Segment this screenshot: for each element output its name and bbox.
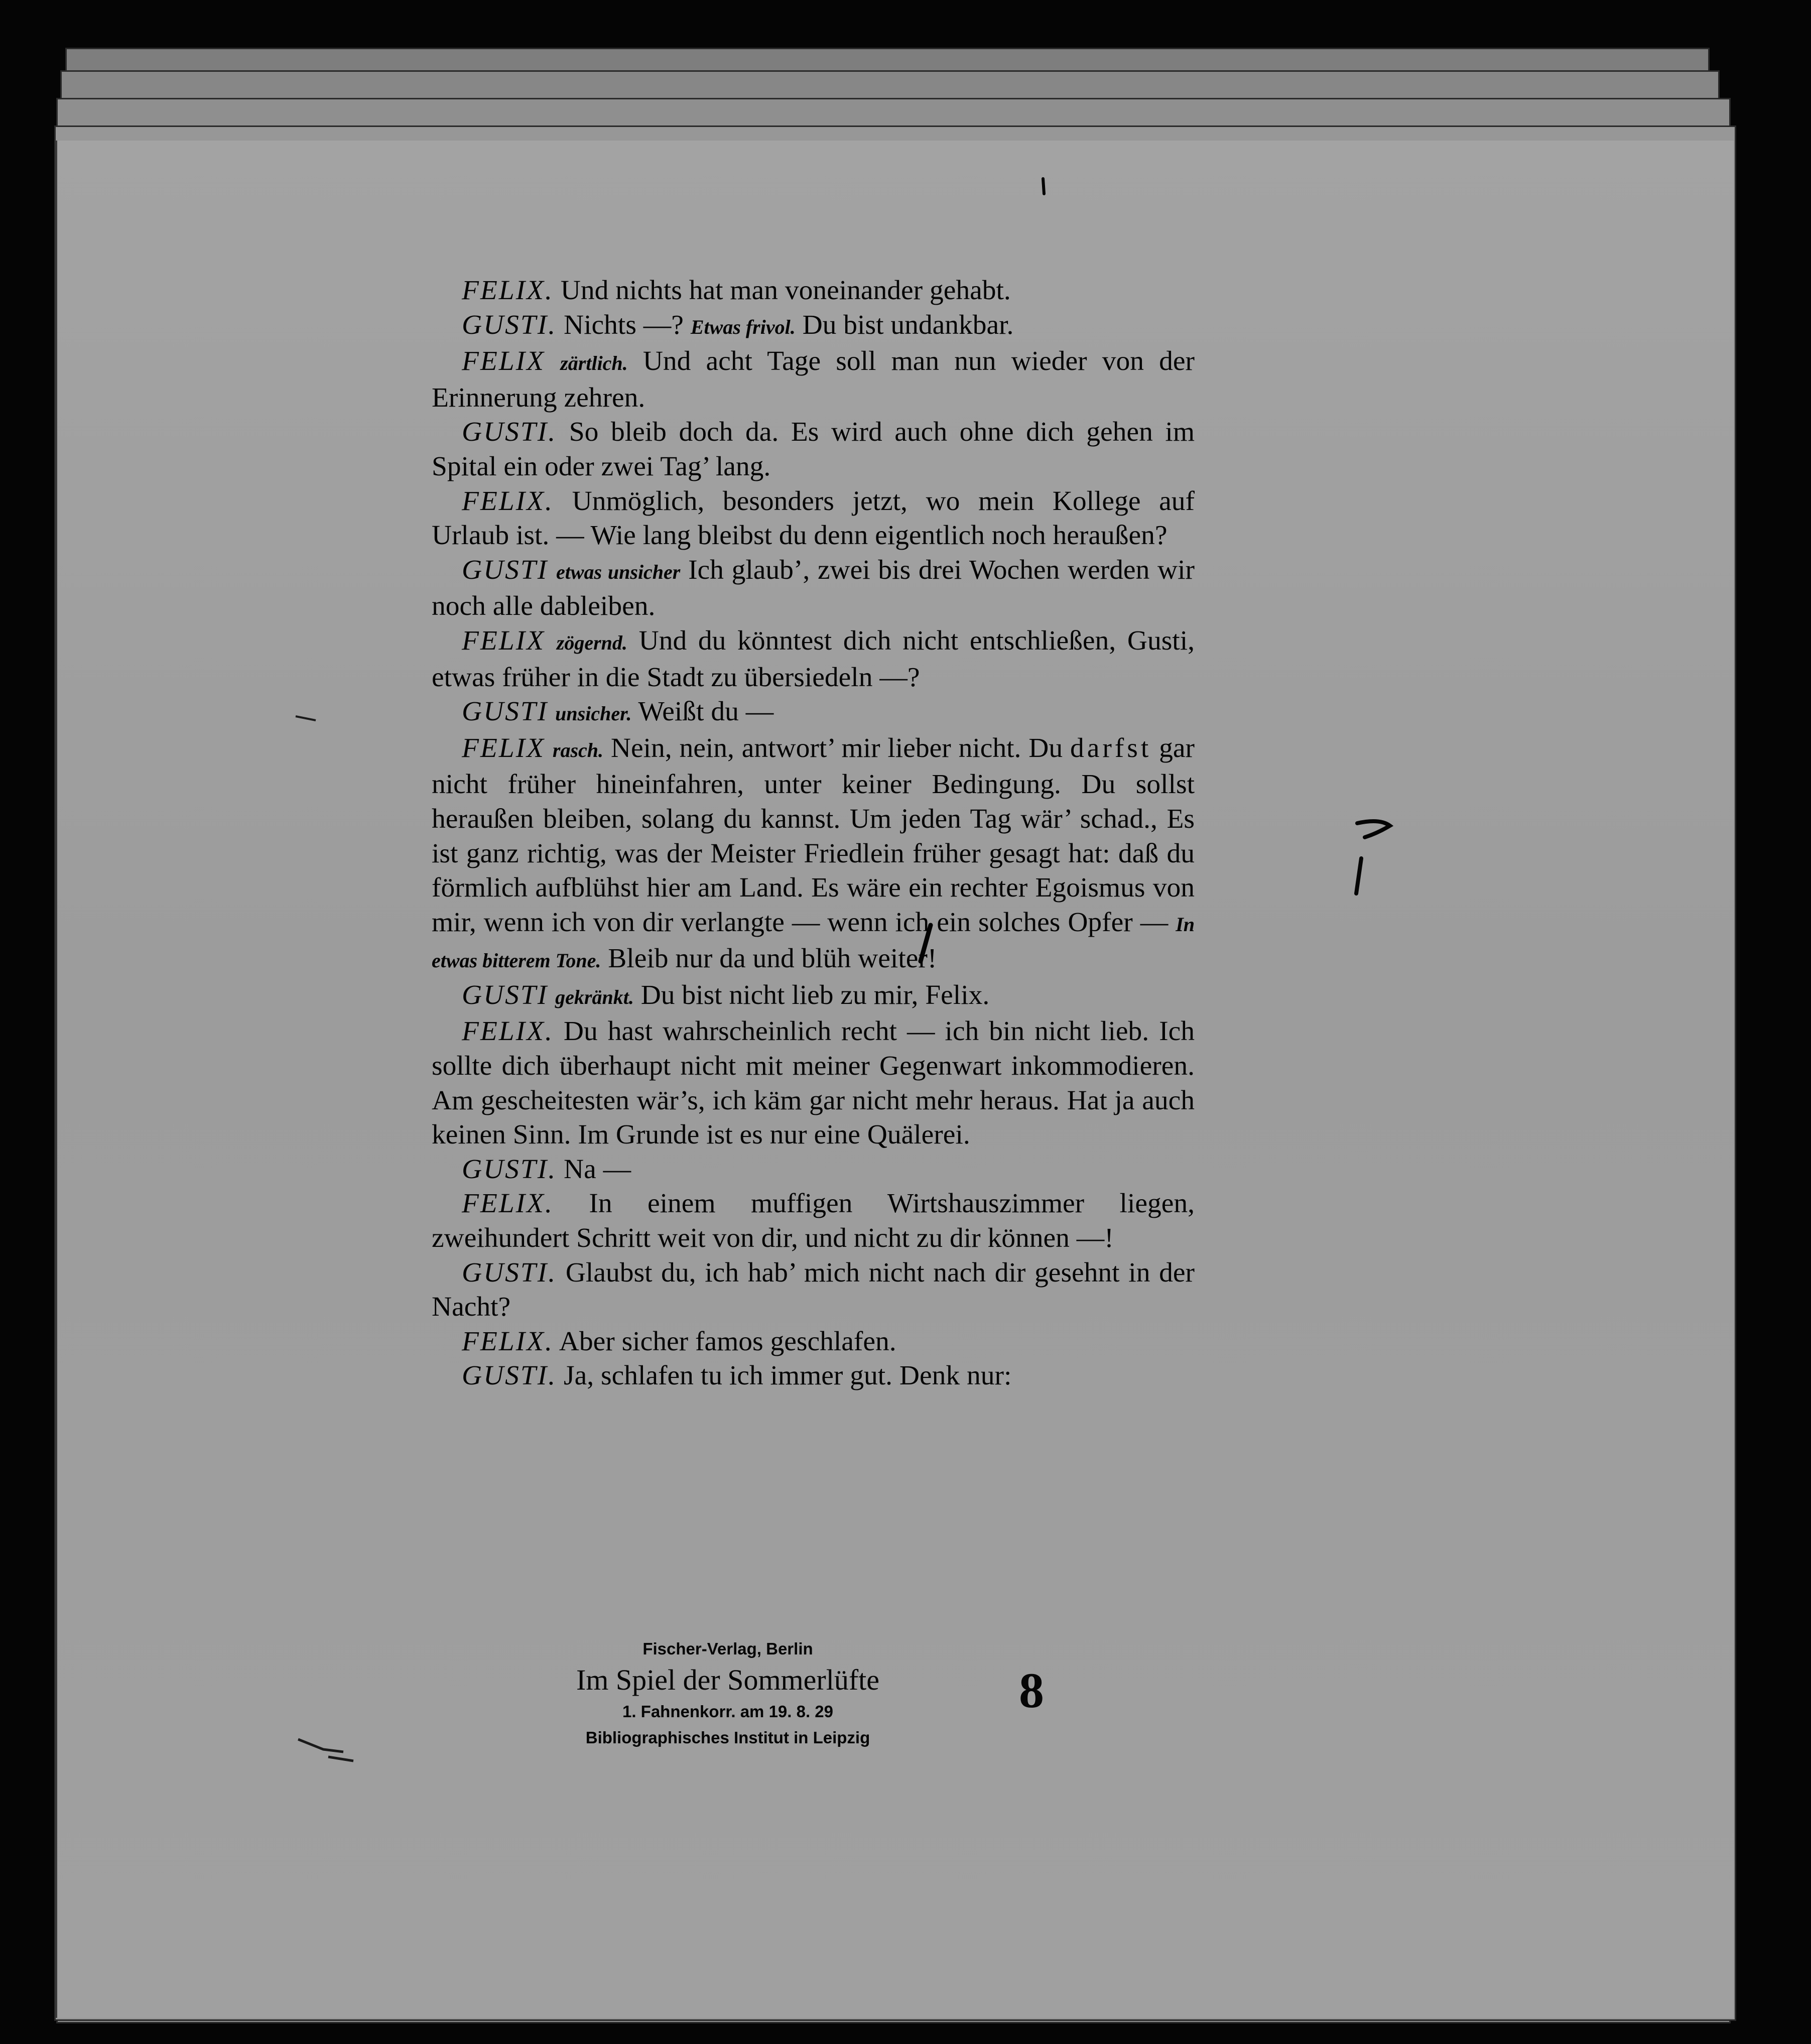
dialogue-line: Ich glaub’, zwei bis drei Wochen werden wir noch alle dableiben. xyxy=(432,554,1195,622)
ink-speck-icon xyxy=(1036,176,1051,201)
dialogue-line: Weißt du — xyxy=(638,696,774,727)
dialogue-line: Und du könntest dich nicht entschließen, Gusti, etwas früher in die Stadt zu übersiedeln —? xyxy=(432,625,1195,693)
stage-direction: Etwas frivol. xyxy=(690,315,796,338)
speaker-name: FELIX. xyxy=(462,485,554,517)
dialogue-line: In einem muffigen Wirtshauszimmer liegen, zweihundert Schritt weit von dir, und nicht zu dir können —! xyxy=(432,1188,1195,1254)
ink-smudge-icon xyxy=(293,1732,363,1767)
speaker-name: FELIX xyxy=(462,732,546,763)
dialogue-paragraph xyxy=(432,484,1195,553)
stage-direction: rasch. xyxy=(552,738,604,761)
dialogue-line: Du bist undankbar. xyxy=(802,309,1014,340)
dialogue-paragraph xyxy=(432,1187,1195,1255)
speaker-name: FELIX. xyxy=(462,1016,554,1047)
speaker-name: FELIX. xyxy=(462,1188,554,1219)
speaker-name: GUSTI. xyxy=(462,1360,557,1391)
dialogue-paragraph xyxy=(432,1256,1195,1325)
speaker-name: GUSTI. xyxy=(462,1154,557,1185)
dialogue-line: Unmöglich, besonders jetzt, wo mein Kollege auf Urlaub ist. — Wie lang bleibst du denn eigentlich noch heraußen? xyxy=(432,485,1195,551)
printer-line: Bibliographisches Institut in Leipzig xyxy=(585,1728,870,1747)
stage-direction: zärtlich. xyxy=(560,352,628,375)
publisher-line: Fischer-Verlag, Berlin xyxy=(642,1639,813,1658)
dialogue-paragraph xyxy=(432,344,1195,415)
dialogue-line: Bleib nur da und blüh weiter! xyxy=(608,943,937,974)
dialogue-paragraph xyxy=(432,978,1195,1015)
dialogue-line: Na — xyxy=(564,1154,631,1185)
stage-direction: unsicher. xyxy=(555,702,632,725)
dialogue-line: Ja, schlafen tu ich immer gut. Denk nur: xyxy=(564,1360,1012,1391)
dialogue-line: Du hast wahrscheinlich recht — ich bin nicht lieb. Ich sollte dich überhaupt nicht mit meiner Gegenwart inkommodieren. Am gescheitesten wär’s, ich käm gar nicht mehr heraus. Hat ja auch keinen Sinn. Im Grunde ist es nur eine Quälerei. xyxy=(432,1016,1195,1151)
dialogue-paragraph xyxy=(432,624,1195,695)
dialogue-line: Und nichts hat man voneinander gehabt. xyxy=(560,275,1011,306)
dialogue-text xyxy=(432,274,1195,1393)
dialogue-paragraph xyxy=(432,1014,1195,1152)
speaker-name: GUSTI xyxy=(462,979,549,1010)
pencil-margin-mark-icon xyxy=(1342,813,1407,904)
dialogue-paragraph xyxy=(432,274,1195,308)
dialogue-line: Glaubst du, ich hab’ mich nicht nach dir gesehnt in der Nacht? xyxy=(432,1257,1195,1323)
dialogue-line: Aber sicher famos geschlafen. xyxy=(559,1326,896,1357)
ink-smudge-icon xyxy=(293,710,323,725)
speaker-name: GUSTI. xyxy=(462,309,557,340)
dialogue-line: gar nicht früher hineinfahren, unter keiner Bedingung. Du sollst heraußen bleiben, solang du kannst. Um jeden Tag wär’ schad., Es ist ganz richtig, was der Meister Friedlein früher gesagt hat: daß du förmlich aufblühst hier am Land. Es wäre ein rechter Egoismus von mir, wenn ich von dir verlangte — wenn ich ein solches Opfer — xyxy=(432,732,1195,938)
sheet-number: 8 xyxy=(1019,1663,1044,1718)
dialogue-line: Du bist nicht lieb zu mir, Felix. xyxy=(640,979,990,1010)
speaker-name: FELIX. xyxy=(462,275,554,306)
speaker-name: GUSTI. xyxy=(462,417,557,448)
stage-direction: zögernd. xyxy=(556,631,627,654)
speaker-name: GUSTI xyxy=(462,696,549,727)
emphasized-word: darfst xyxy=(1070,732,1152,763)
speaker-name: FELIX. xyxy=(462,1326,554,1357)
stage-direction: gekränkt. xyxy=(555,985,634,1008)
stage-direction: In etwas bitterem Tone. xyxy=(432,913,1195,972)
dialogue-paragraph xyxy=(432,1153,1195,1187)
speaker-name: GUSTI. xyxy=(462,1257,557,1288)
speaker-name: FELIX xyxy=(462,346,546,377)
dialogue-paragraph xyxy=(432,415,1195,484)
dialogue-paragraph xyxy=(432,1359,1195,1393)
dialogue-line: Und acht Tage soll man nun wieder von der Erinnerung zehren. xyxy=(432,346,1195,413)
speaker-name: FELIX xyxy=(462,625,546,656)
proof-note: 1. Fahnenkorr. am 19. 8. 29 xyxy=(622,1702,834,1721)
dialogue-line: Nein, nein, antwort’ mir lieber nicht. Du xyxy=(610,732,1063,763)
book-title: Im Spiel der Sommerlüfte xyxy=(576,1664,880,1696)
dialogue-paragraph xyxy=(432,731,1195,978)
dialogue-paragraph xyxy=(432,553,1195,624)
stage-direction: etwas unsicher xyxy=(556,560,681,583)
dialogue-line: Nichts —? xyxy=(564,309,684,340)
dialogue-line: So bleib doch da. Es wird auch ohne dich gehen im Spital ein oder zwei Tag’ lang. xyxy=(432,417,1195,482)
dialogue-paragraph xyxy=(432,308,1195,345)
dialogue-paragraph xyxy=(432,1325,1195,1359)
dialogue-paragraph xyxy=(432,695,1195,731)
speaker-name: GUSTI xyxy=(462,554,549,585)
galley-footer xyxy=(537,1636,919,1751)
